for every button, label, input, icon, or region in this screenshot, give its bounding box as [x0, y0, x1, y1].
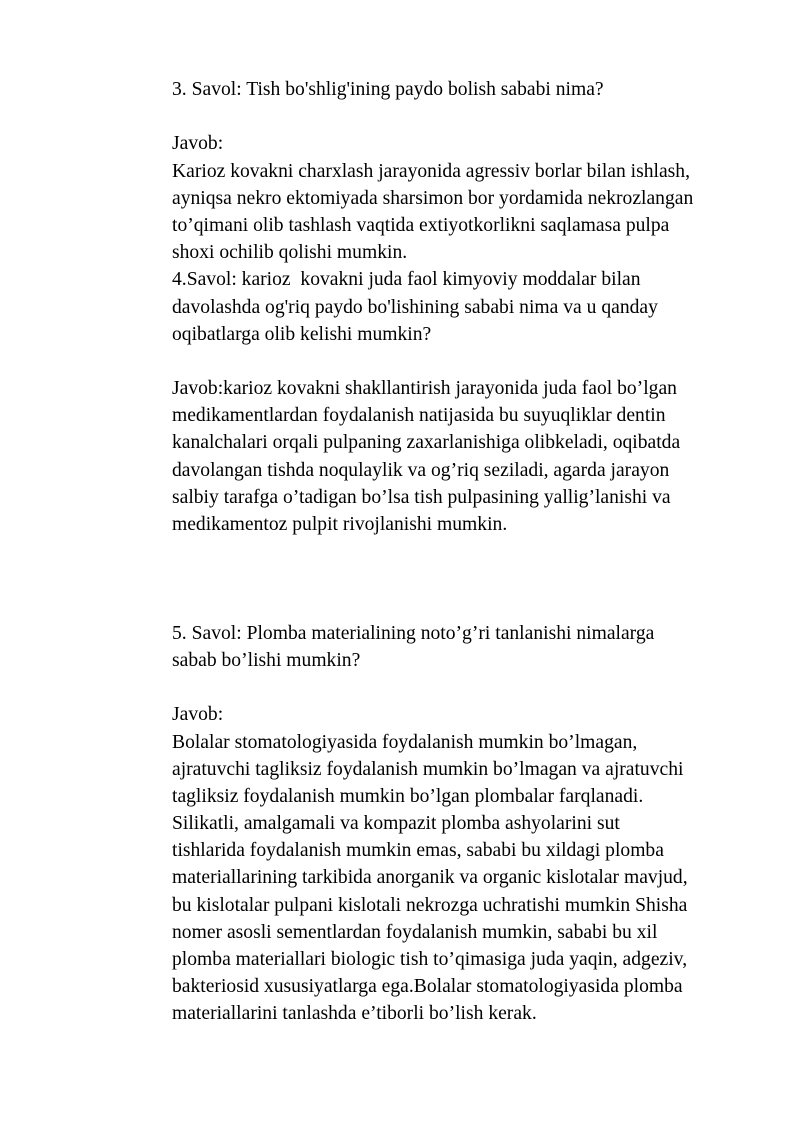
answer-3	[172, 158, 772, 267]
question-5-line: 5. Savol: Plomba materialining noto’g’ri tanlanishi nimalarga	[172, 622, 655, 644]
answer-5-label: Javob:	[172, 704, 224, 726]
answer-5-line: ajratuvchi tagliksiz foydalanish mumkin bo’lmagan va ajratuvchi	[172, 758, 684, 780]
question-5	[172, 620, 772, 674]
answer-4-line: salbiy tarafga o’tadigan bo’lsa tish pulpasining yallig’lanishi va	[172, 486, 671, 508]
question-4-line: davolashda og'riq paydo bo'lishining sababi nima va u qanday	[172, 296, 658, 318]
answer-5	[172, 729, 772, 1028]
answer-4-line: Javob:karioz kovakni shakllantirish jarayonida juda faol bo’lgan	[172, 378, 677, 400]
answer-3-line: Karioz kovakni charxlash jarayonida agressiv borlar bilan ishlash,	[172, 160, 690, 182]
answer-4-line: davolangan tishda noqulaylik va og’riq seziladi, agarda jarayon	[172, 459, 670, 481]
answer-5-line: Silikatli, amalgamali va kompazit plomba ashyolarini sut	[172, 813, 620, 835]
answer-5-line: Bolalar stomatologiyasida foydalanish mumkin bo’lmagan,	[172, 731, 638, 753]
document-page	[172, 76, 772, 1028]
answer-3-line: shoxi ochilib qolishi mumkin.	[172, 242, 408, 264]
answer-5-line: bakteriosid xususiyatlarga ega.Bolalar stomatologiyasida plomba	[172, 976, 683, 998]
question-5-line: sabab bo’lishi mumkin?	[172, 649, 361, 671]
blank-line	[172, 103, 772, 130]
blank-line	[172, 348, 772, 375]
answer-3-label: Javob:	[172, 133, 224, 155]
blank-line	[172, 674, 772, 701]
answer-4-line: kanalchalari orqali pulpaning zaxarlanishiga olibkeladi, oqibatda	[172, 432, 681, 454]
answer-3-line: ayniqsa nekro ektomiyada sharsimon bor yordamida nekrozlangan	[172, 187, 694, 209]
answer-5-line: tishlarida foydalanish mumkin emas, sababi bu xildagi plomba	[172, 840, 664, 862]
question-4-line: 4.Savol: karioz kovakni juda faol kimyoviy moddalar bilan	[172, 269, 641, 291]
section-gap	[172, 538, 772, 620]
answer-5-line: bu kislotalar pulpani kislotali nekrozga uchratishi mumkin Shisha	[172, 894, 688, 916]
question-3: 3. Savol: Tish bo'shlig'ining paydo bolish sababi nima?	[172, 79, 604, 100]
answer-4	[172, 375, 772, 538]
question-4	[172, 266, 772, 348]
answer-4-line: medikamentoz pulpit rivojlanishi mumkin.	[172, 514, 508, 535]
answer-5-line: tagliksiz foydalanish mumkin bo’lgan plombalar farqlanadi.	[172, 785, 644, 807]
answer-5-line: materiallarini tanlashda e’tiborli bo’lish kerak.	[172, 1003, 537, 1025]
answer-5-line: plomba materiallari biologic tish to’qimasiga juda yaqin, adgeziv,	[172, 949, 688, 971]
answer-3-line: to’qimani olib tashlash vaqtida extiyotkorlikni saqlamasa pulpa	[172, 214, 670, 236]
answer-4-line: medikamentlardan foydalanish natijasida bu suyuqliklar dentin	[172, 405, 666, 427]
answer-5-line: nomer asosli sementlardan foydalanish mumkin, sababi bu xil	[172, 921, 658, 943]
question-4-line: oqibatlarga olib kelishi mumkin?	[172, 323, 432, 345]
answer-5-line: materiallarining tarkibida anorganik va organic kislotalar mavjud,	[172, 867, 688, 889]
